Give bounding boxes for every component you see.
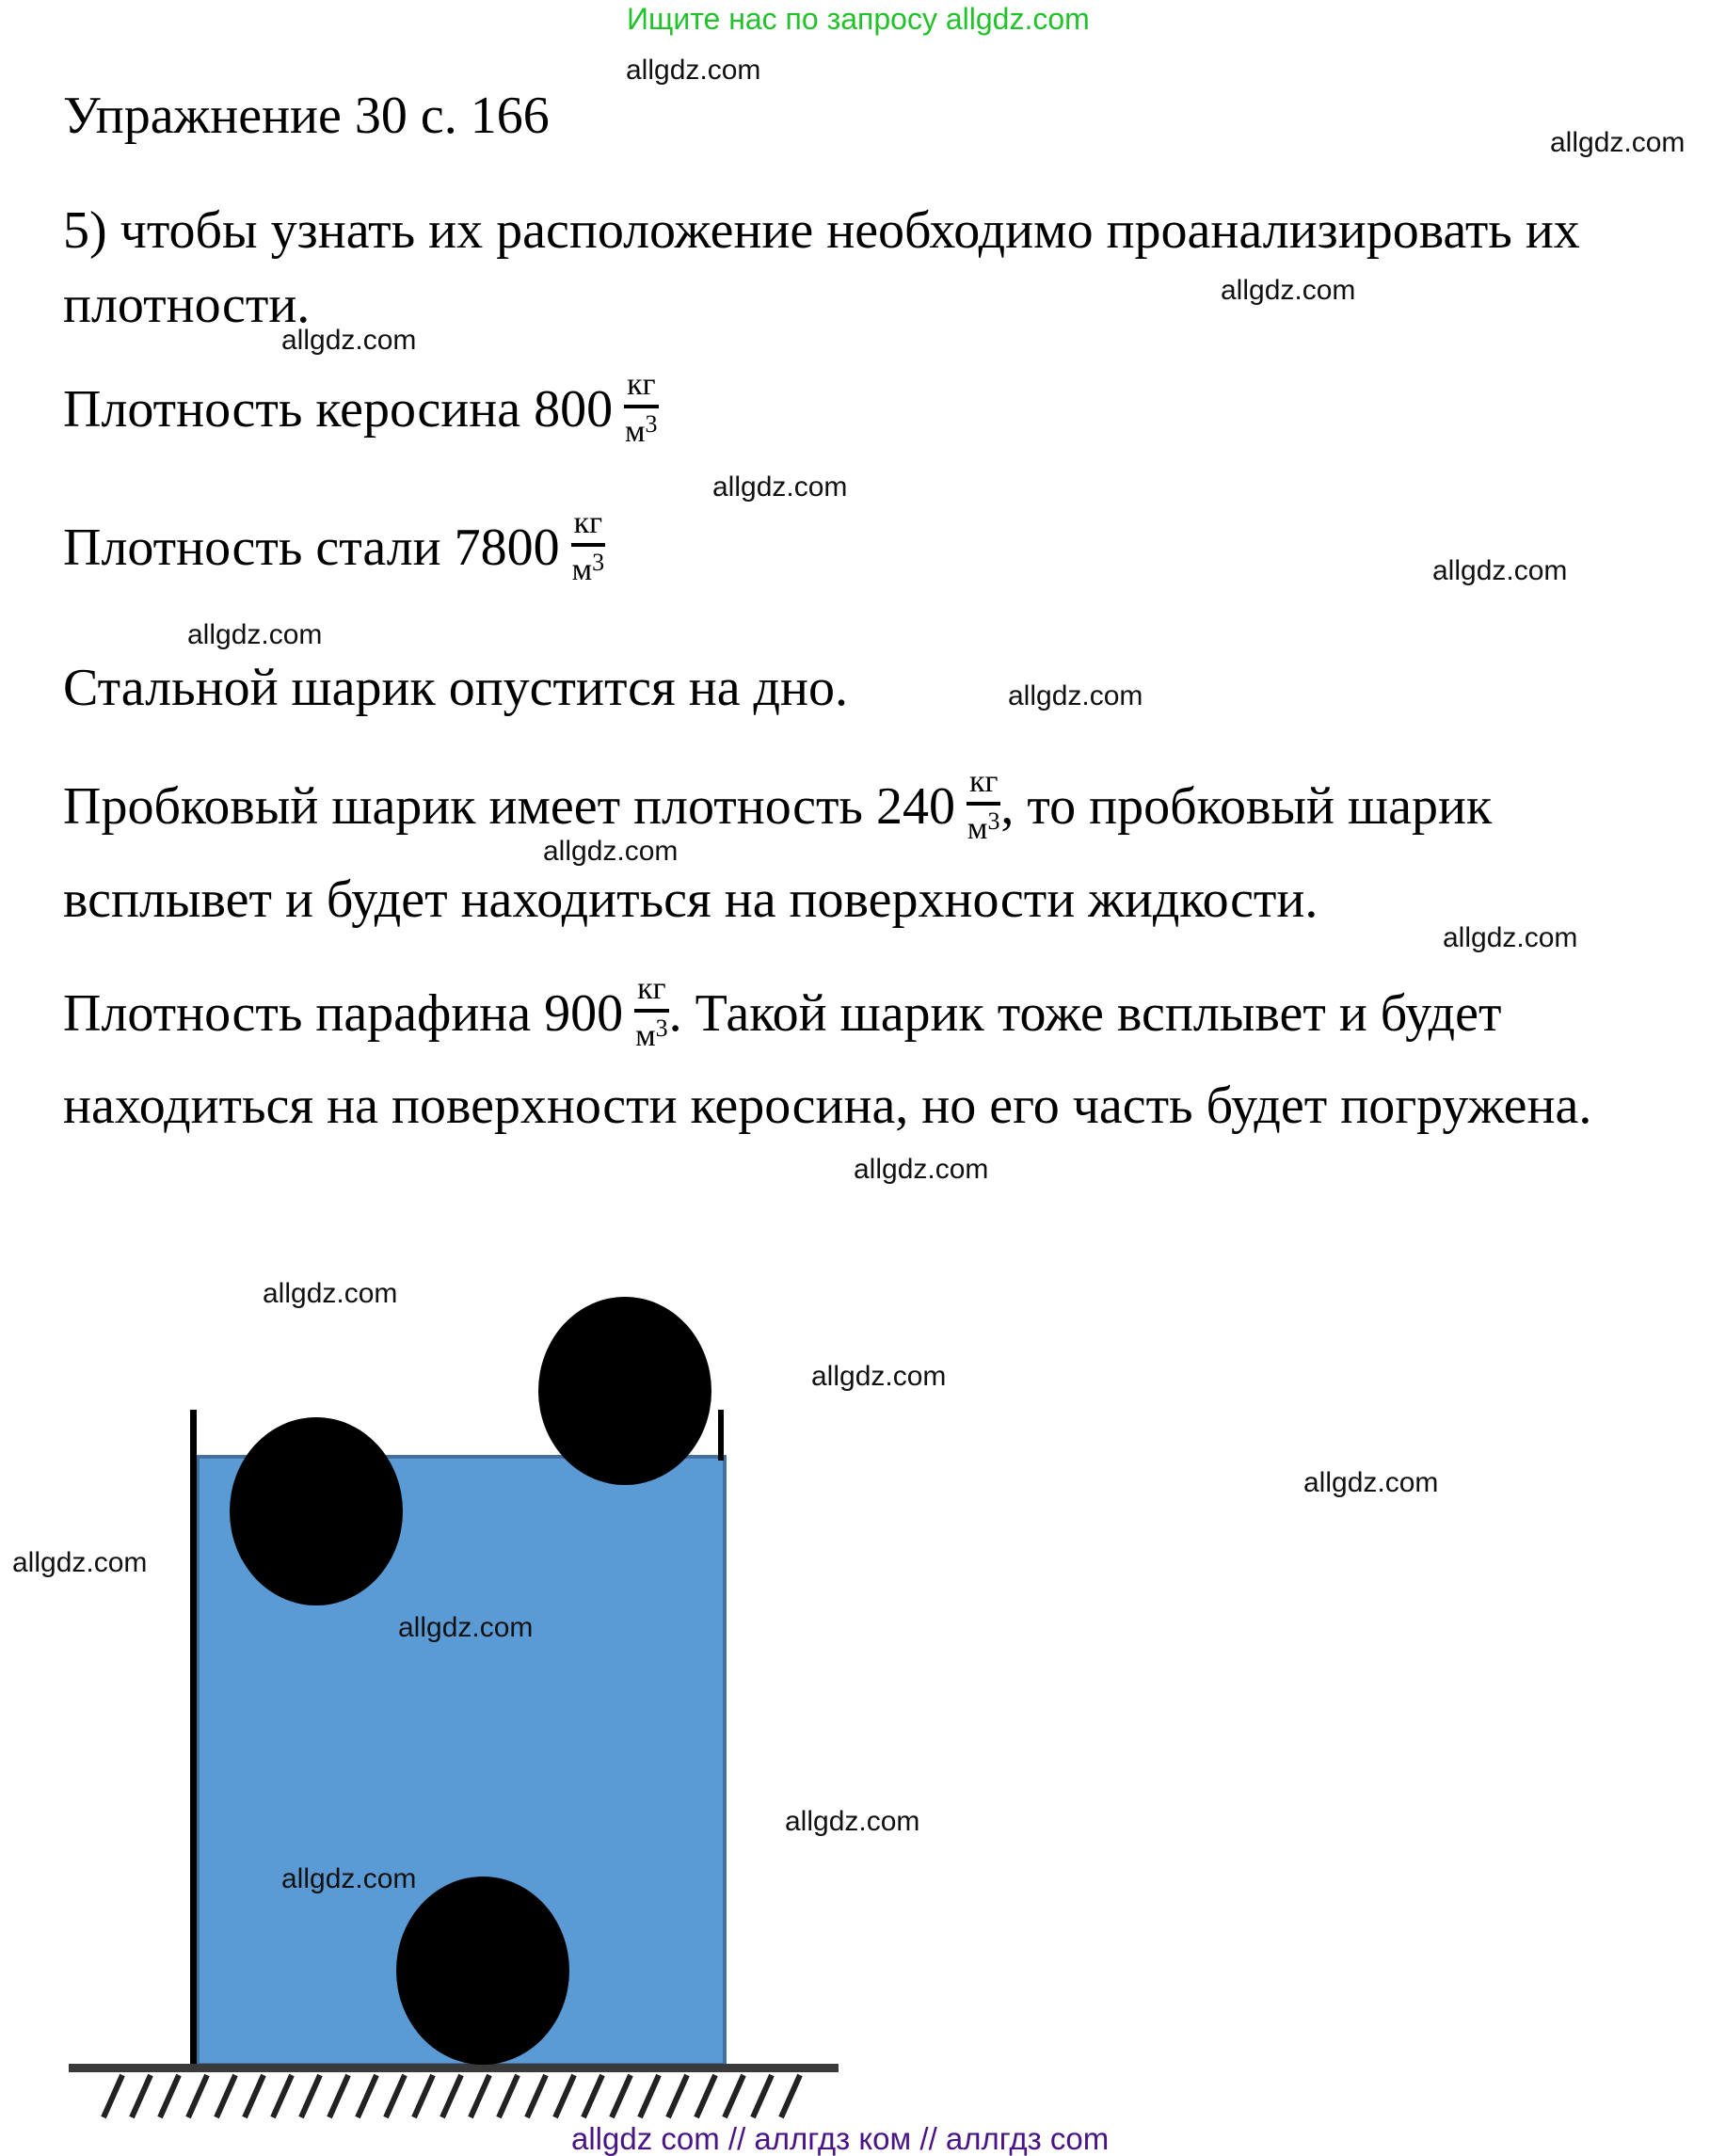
watermark: allgdz.com <box>712 471 848 503</box>
watermark: allgdz.com <box>1550 127 1686 158</box>
paraffin-density-text: Плотность парафина 900 <box>63 983 624 1043</box>
watermark: allgdz.com <box>187 619 323 650</box>
watermark: allgdz.com <box>281 1863 417 1894</box>
unit-fraction <box>634 973 668 1052</box>
exercise-title: Упражнение 30 с. 166 <box>63 87 550 145</box>
watermark: allgdz.com <box>12 1547 148 1578</box>
watermark: allgdz.com <box>1008 680 1143 711</box>
cork-density-text-cont: , то пробковый шарик <box>1000 776 1493 836</box>
watermark: allgdz.com <box>626 55 761 86</box>
beaker-left-wall <box>190 1410 197 2068</box>
cork-density-text: Пробковый шарик имеет плотность 240 <box>63 776 955 836</box>
unit-denominator-base: м <box>635 1018 656 1053</box>
steel-density <box>63 505 605 592</box>
unit-fraction <box>967 766 1000 845</box>
watermark: allgdz.com <box>1443 922 1578 953</box>
unit-denominator <box>624 408 658 448</box>
unit-numerator: кг <box>624 369 658 408</box>
watermark: allgdz.com <box>281 325 417 356</box>
answer-line-2: плотности. <box>63 276 311 334</box>
unit-denominator-base: м <box>571 552 593 587</box>
kerosene-density <box>63 367 659 454</box>
cork-ball <box>538 1297 711 1485</box>
unit-denominator <box>967 806 1000 845</box>
unit-fraction <box>624 369 658 448</box>
beaker-diagram <box>0 1223 941 2127</box>
answer-line-1: 5) чтобы узнать их расположение необходимо проанализировать их <box>63 201 1580 260</box>
unit-exponent: 3 <box>592 549 605 576</box>
cork-density <box>63 764 1493 851</box>
paraffin-ball <box>230 1417 403 1605</box>
steel-density-text: Плотность стали 7800 <box>63 518 560 577</box>
unit-numerator: кг <box>967 766 1000 806</box>
unit-numerator: кг <box>571 507 605 547</box>
beaker-right-wall <box>718 1410 724 1461</box>
unit-fraction <box>571 507 605 586</box>
unit-denominator <box>634 1013 668 1052</box>
footer-watermark: allgdz com // аллгдз ком // аллгдз com <box>571 2121 1110 2156</box>
watermark: allgdz.com <box>1221 275 1356 306</box>
steel-ball <box>396 1877 569 2065</box>
paraffin-floats-statement: находиться на поверхности керосина, но его часть будет погружена. <box>63 1077 1592 1135</box>
watermark: allgdz.com <box>854 1154 989 1185</box>
search-promo-link[interactable]: Ищите нас по запросу allgdz.com <box>627 2 1090 36</box>
steel-sinks-statement: Стальной шарик опустится на дно. <box>63 659 849 717</box>
watermark: allgdz.com <box>1432 555 1568 586</box>
watermark: allgdz.com <box>811 1361 947 1392</box>
unit-numerator: кг <box>634 973 668 1013</box>
watermark: allgdz.com <box>543 836 679 867</box>
unit-denominator <box>571 547 605 586</box>
unit-denominator-base: м <box>625 414 646 449</box>
unit-exponent: 3 <box>645 410 658 438</box>
ground-hatching <box>104 2075 800 2117</box>
paraffin-density <box>63 971 1502 1058</box>
watermark: allgdz.com <box>398 1612 534 1643</box>
watermark: allgdz.com <box>785 1806 920 1837</box>
ground-line <box>69 2064 839 2072</box>
unit-denominator-base: м <box>967 811 988 846</box>
paraffin-density-text-cont: . Такой шарик тоже всплывет и будет <box>668 983 1502 1043</box>
cork-floats-statement: всплывет и будет находиться на поверхности жидкости. <box>63 870 1318 929</box>
kerosene-density-text: Плотность керосина 800 <box>63 379 614 439</box>
watermark: allgdz.com <box>263 1278 398 1309</box>
watermark: allgdz.com <box>1303 1467 1439 1498</box>
unit-exponent: 3 <box>987 807 1000 835</box>
unit-exponent: 3 <box>655 1014 668 1042</box>
